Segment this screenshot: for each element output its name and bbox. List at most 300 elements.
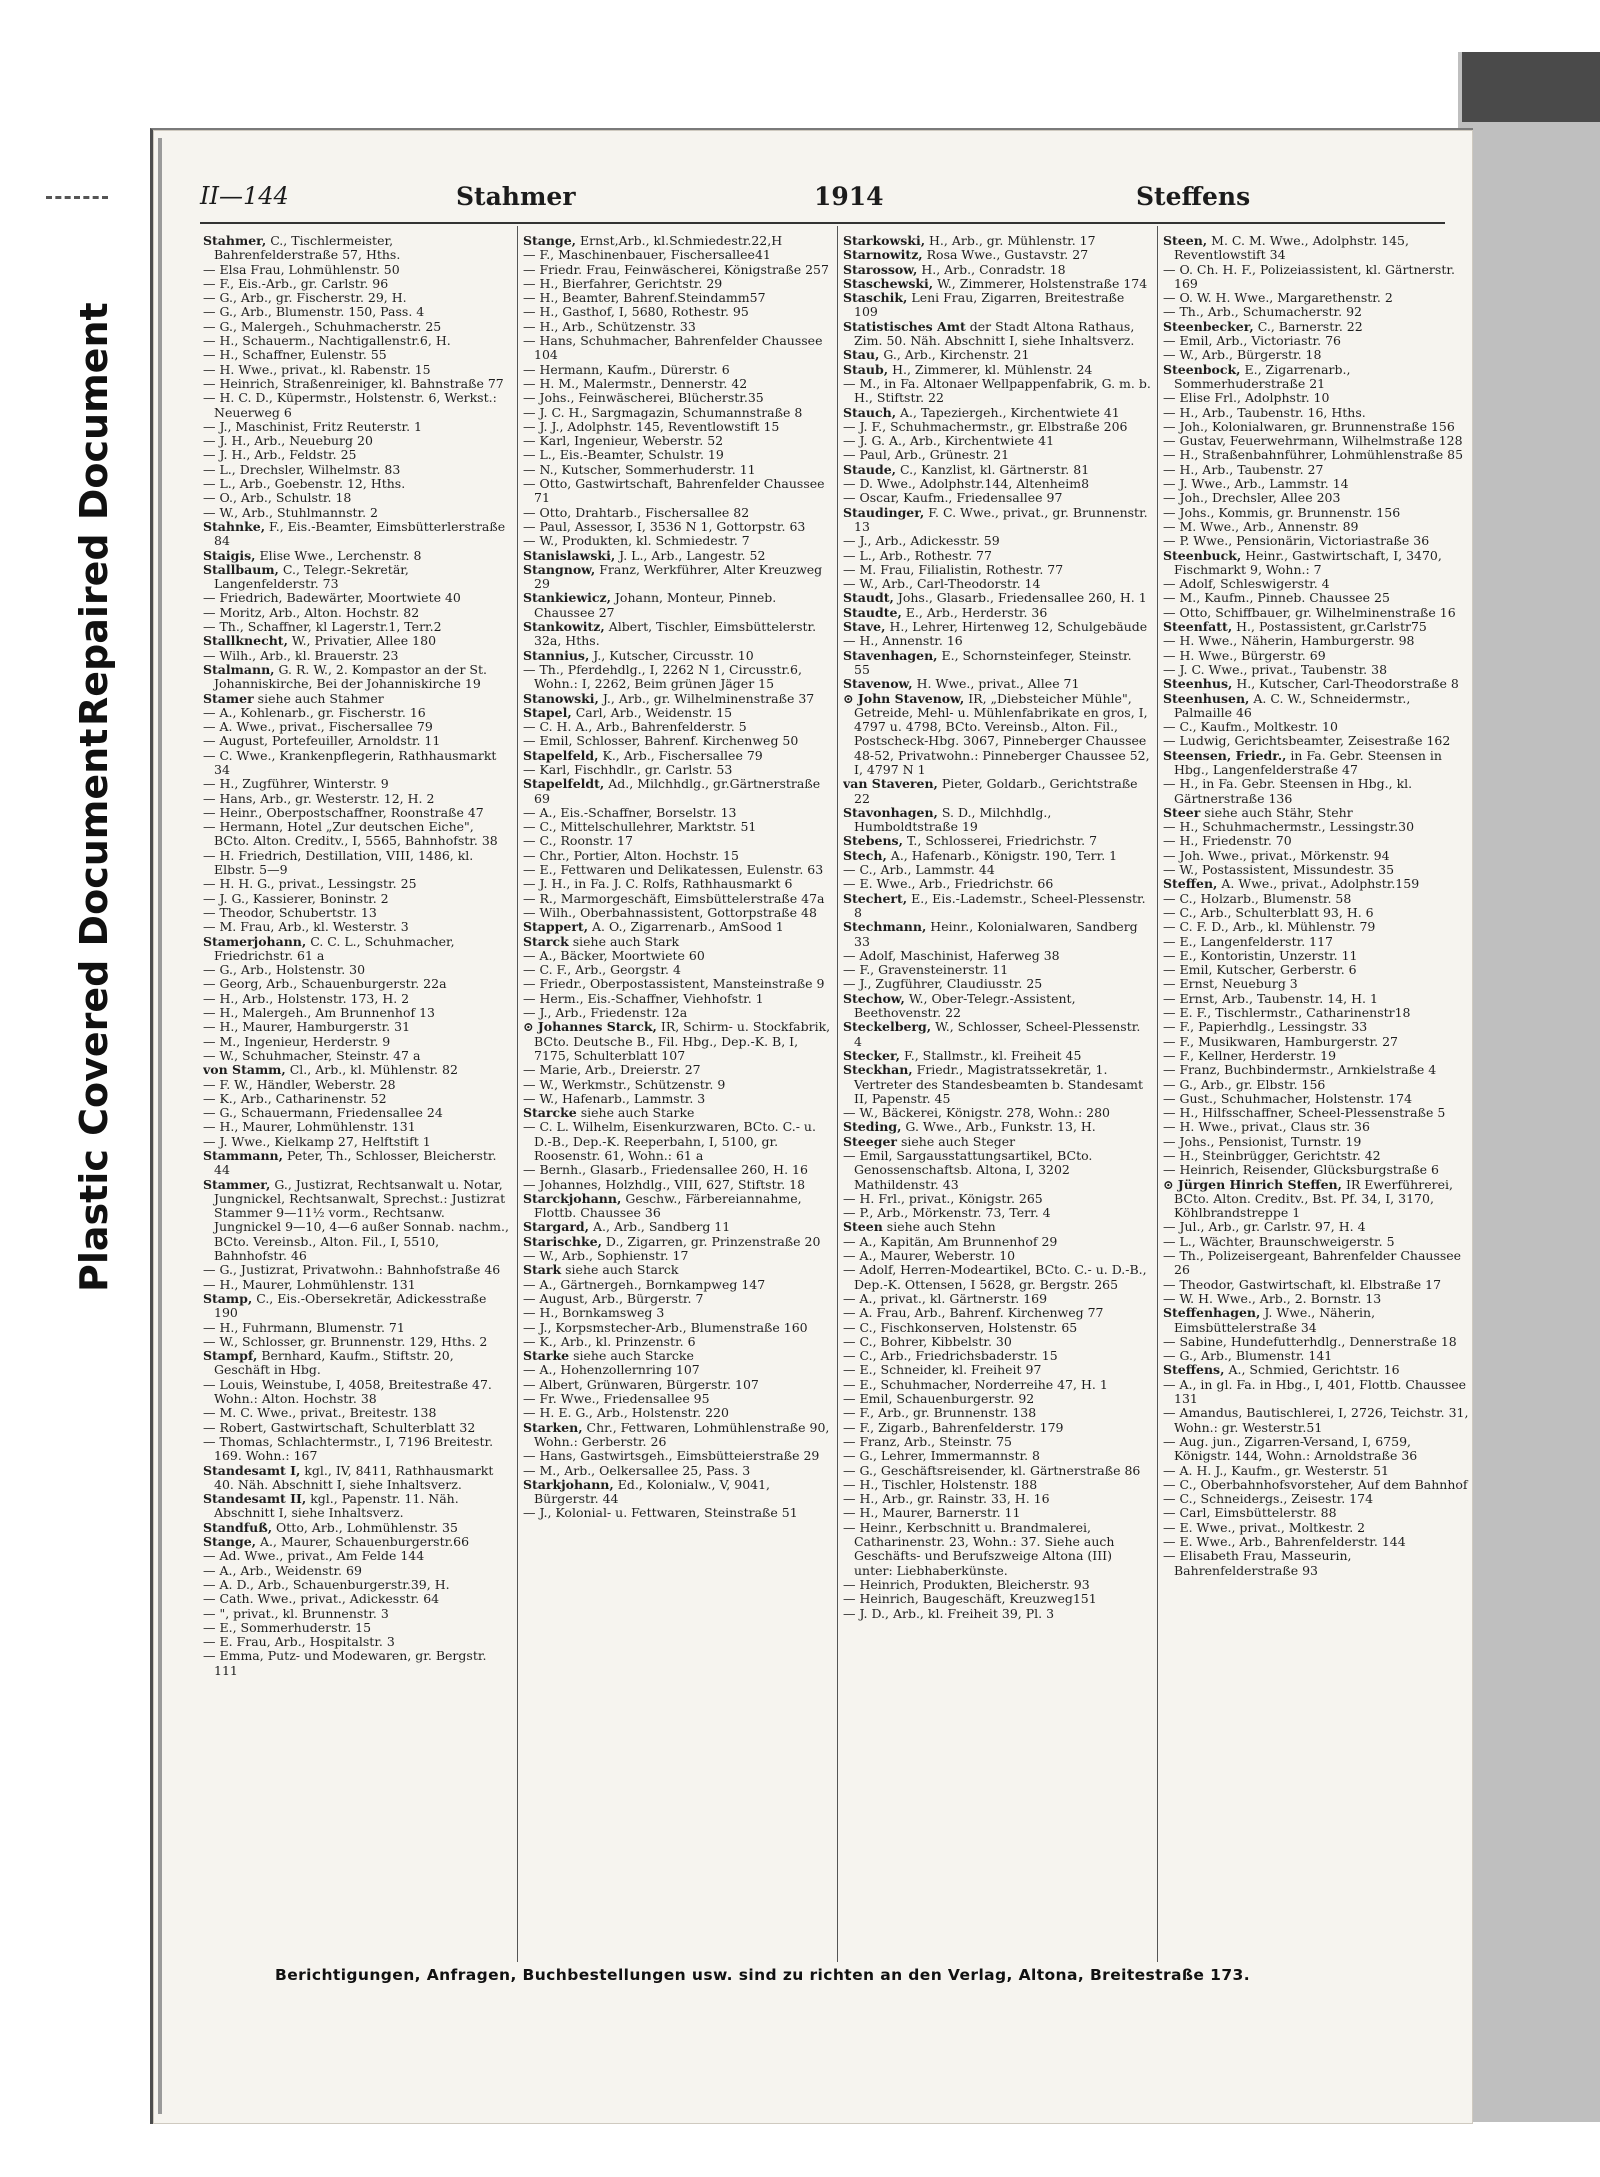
directory-entry bbox=[203, 1120, 511, 1134]
entry-details: — Hans, Gastwirtsgeh., Eimsbütteierstraße 29 bbox=[523, 1448, 820, 1464]
entry-details: — W., Arb., Carl-Theodorstr. 14 bbox=[843, 576, 1041, 592]
entry-details: — A., Gärtnergeh., Bornkampweg 147 bbox=[523, 1276, 766, 1292]
entry-details: M. C. M. Wwe., Adolphstr. 145, Reventlowstift 34 bbox=[1174, 234, 1409, 263]
entry-details: — H., Arb., Holstenstr. 173, H. 2 bbox=[203, 990, 410, 1006]
entry-details: — F. W., Händler, Weberstr. 28 bbox=[203, 1076, 396, 1092]
column-divider bbox=[1157, 226, 1158, 1962]
entry-details: — Th., Schaffner, kl Lagerstr.1, Terr.2 bbox=[203, 619, 442, 635]
entry-details: H., Lehrer, Hirtenweg 12, Schulgebäude bbox=[889, 619, 1148, 635]
entry-details: — H. Wwe., privat., Claus str. 36 bbox=[1163, 1119, 1370, 1135]
entry-surname: Steenbuck, bbox=[1163, 547, 1242, 563]
column-divider bbox=[837, 226, 838, 1962]
entry-details: — O. Ch. H. F., Polizeiassistent, kl. Gärtnerstr. 169 bbox=[1163, 261, 1455, 291]
directory-entry bbox=[203, 434, 511, 448]
directory-entry bbox=[843, 1220, 1151, 1234]
entry-details: — A. Wwe., privat., Fischersallee 79 bbox=[203, 719, 433, 735]
directory-entry bbox=[523, 849, 831, 863]
entry-details: — E. Wwe., Arb., Bahrenfelderstr. 144 bbox=[1163, 1534, 1406, 1550]
entry-details: — Friedr. Frau, Feinwäscherei, Königstraße 257 bbox=[523, 261, 829, 277]
entry-details: — J., Arb., Friedenstr. 12a bbox=[523, 1005, 688, 1021]
directory-entry bbox=[843, 1206, 1151, 1220]
entry-details: — Georg, Arb., Schauenburgerstr. 22a bbox=[203, 976, 447, 992]
entry-details: F. C. Wwe., privat., gr. Brunnenstr. 13 bbox=[854, 504, 1148, 534]
directory-entry bbox=[843, 1321, 1151, 1335]
directory-entry bbox=[1163, 992, 1471, 1006]
directory-entry bbox=[843, 634, 1151, 648]
entry-details: — Amandus, Bautischlerei, I, 2726, Teichstr. 31, Wohn.: gr. Westerstr.51 bbox=[1163, 1405, 1469, 1435]
directory-entry bbox=[523, 620, 831, 649]
directory-entry bbox=[523, 1263, 831, 1277]
entry-details: — J. Wwe., Kielkamp 27, Helftstift 1 bbox=[203, 1133, 431, 1149]
directory-entry bbox=[1163, 1492, 1471, 1506]
directory-entry bbox=[203, 1435, 511, 1464]
entry-details: — W., Schlosser, gr. Brunnenstr. 129, Hths. 2 bbox=[203, 1333, 488, 1349]
directory-entry bbox=[523, 977, 831, 991]
directory-entry bbox=[843, 1464, 1151, 1478]
entry-details: A. C. W., Schneidermstr., Palmaille 46 bbox=[1174, 690, 1411, 720]
header-rule bbox=[200, 222, 1445, 224]
directory-entry bbox=[843, 1135, 1151, 1149]
directory-entry bbox=[843, 1106, 1151, 1120]
directory-entry bbox=[523, 1392, 831, 1406]
entry-details: — H., Maurer, Lohmühlenstr. 131 bbox=[203, 1276, 416, 1292]
entry-details: Heinr., Gastwirtschaft, I, 3470, Fischmarkt 9, Wohn.: 7 bbox=[1174, 547, 1442, 577]
entry-details: — J. Wwe., Arb., Lammstr. 14 bbox=[1163, 476, 1349, 492]
directory-entry bbox=[1163, 877, 1471, 891]
entry-details: — Johs., Kommis, gr. Brunnenstr. 156 bbox=[1163, 504, 1401, 520]
entry-details: — Marie, Arb., Dreierstr. 27 bbox=[523, 1062, 701, 1078]
directory-entry bbox=[203, 1535, 511, 1549]
entry-details: — K., Arb., kl. Prinzenstr. 6 bbox=[523, 1333, 696, 1349]
entry-details: — L., Drechsler, Wilhelmstr. 83 bbox=[203, 461, 401, 477]
entry-surname: Stange, bbox=[203, 1534, 257, 1550]
entry-details: — N., Kutscher, Sommerhuderstr. 11 bbox=[523, 461, 756, 477]
directory-entry bbox=[523, 363, 831, 377]
entry-details: — H., Friedenstr. 70 bbox=[1163, 833, 1292, 849]
entry-details: — C., Oberbahnhofsvorsteher, Auf dem Bahnhof bbox=[1163, 1476, 1468, 1492]
entry-details: siehe auch Starck bbox=[565, 1262, 679, 1278]
entry-details: — D. Wwe., Adolphstr.144, Altenheim8 bbox=[843, 476, 1090, 492]
directory-entry bbox=[523, 1106, 831, 1120]
directory-entry bbox=[523, 692, 831, 706]
entry-details: — Jul., Arb., gr. Carlstr. 97, H. 4 bbox=[1163, 1219, 1366, 1235]
directory-entry bbox=[203, 1349, 511, 1378]
first-entry-heading: Stahmer bbox=[456, 182, 576, 211]
directory-entry bbox=[843, 377, 1151, 406]
entry-surname: Stave, bbox=[843, 619, 886, 635]
directory-entry bbox=[523, 1478, 831, 1507]
entry-details: H., Kutscher, Carl-Theodorstraße 8 bbox=[1236, 676, 1459, 692]
entry-details: — C. Wwe., Krankenpflegerin, Rathhausmarkt 34 bbox=[203, 747, 497, 777]
directory-entry bbox=[203, 963, 511, 977]
entry-details: G. R. W., 2. Kompastor an der St. Johanniskirche, Bei der Johanniskirche 19 bbox=[214, 661, 487, 692]
entry-details: — J. H., Arb., Neueburg 20 bbox=[203, 433, 373, 449]
entry-details: C., Telegr.-Sekretär, Langenfelderstr. 73 bbox=[214, 561, 409, 592]
directory-entry bbox=[203, 1035, 511, 1049]
entry-details: kgl., Papenstr. 11. Näh. Abschnitt I, siehe Inhaltsverz. bbox=[214, 1491, 459, 1521]
directory-entry bbox=[1163, 434, 1471, 448]
directory-entry bbox=[1163, 720, 1471, 734]
directory-entry bbox=[523, 520, 831, 534]
directory-entry bbox=[203, 1006, 511, 1020]
entry-surname: Standesamt II, bbox=[203, 1491, 307, 1507]
directory-entry bbox=[1163, 448, 1471, 462]
directory-entry bbox=[523, 1421, 831, 1450]
entry-surname: Stark bbox=[523, 1262, 562, 1278]
entry-details: — Elisabeth Frau, Masseurin, Bahrenfelderstraße 93 bbox=[1163, 1548, 1352, 1578]
entry-details: Carl, Arb., Weidenstr. 15 bbox=[575, 704, 733, 720]
entry-details: H. Wwe., privat., Allee 71 bbox=[916, 676, 1080, 692]
directory-entry bbox=[1163, 1464, 1471, 1478]
directory-entry bbox=[523, 334, 831, 363]
entry-details: — H., Arb., Taubenstr. 27 bbox=[1163, 461, 1324, 477]
directory-entry bbox=[203, 277, 511, 291]
entry-surname: Steenbecker, bbox=[1163, 318, 1254, 334]
entry-details: der Stadt Altona Rathaus, Zim. 50. Näh. Abschnitt I, siehe Inhaltsverz. bbox=[854, 318, 1135, 349]
entry-details: C., Tischlermeister, Bahrenfelderstraße 57, Hths. bbox=[214, 234, 401, 263]
entry-surname: Starkowski, bbox=[843, 234, 926, 248]
entry-surname: Stamer bbox=[203, 690, 254, 706]
directory-entry bbox=[1163, 963, 1471, 977]
directory-entry bbox=[203, 1135, 511, 1149]
directory-entry bbox=[843, 534, 1151, 548]
entry-surname: van Staveren, bbox=[843, 776, 938, 792]
entry-details: — Louis, Weinstube, I, 4058, Breitestraße 47. Wohn.: Alton. Hochstr. 38 bbox=[203, 1376, 492, 1407]
entry-details: — H. Wwe., Bürgerstr. 69 bbox=[1163, 647, 1326, 663]
directory-column-1 bbox=[203, 234, 511, 1956]
directory-entry bbox=[203, 1635, 511, 1649]
entry-details: — H., Maurer, Barnerstr. 11 bbox=[843, 1505, 1021, 1521]
directory-entry bbox=[203, 549, 511, 563]
entry-details: — Joh., Drechsler, Allee 203 bbox=[1163, 490, 1341, 506]
directory-entry bbox=[203, 749, 511, 778]
entry-details: Chr., Fettwaren, Lohmühlenstraße 90, Wohn.: Gerberstr. 26 bbox=[534, 1419, 830, 1449]
directory-entry bbox=[523, 305, 831, 319]
directory-entry bbox=[843, 1306, 1151, 1320]
directory-entry bbox=[1163, 1349, 1471, 1363]
entry-details: — W., Arb., Bürgerstr. 18 bbox=[1163, 347, 1322, 363]
entry-surname: Steer bbox=[1163, 804, 1201, 820]
directory-entry bbox=[1163, 834, 1471, 848]
entry-details: — Wilh., Oberbahnassistent, Gottorpstraße 48 bbox=[523, 904, 817, 920]
entry-details: — C. F., Arb., Georgstr. 4 bbox=[523, 962, 681, 978]
entry-details: — F., Arb., gr. Brunnenstr. 138 bbox=[843, 1405, 1037, 1421]
entry-details: — Heinrich, Straßenreiniger, kl. Bahnstraße 77 bbox=[203, 375, 504, 391]
entry-details: — E. Wwe., Arb., Friedrichstr. 66 bbox=[843, 876, 1054, 892]
directory-entry bbox=[203, 1263, 511, 1277]
entry-details: — H., Annenstr. 16 bbox=[843, 633, 963, 649]
entry-surname: Stavonhagen, bbox=[843, 804, 938, 820]
directory-entry bbox=[1163, 363, 1471, 392]
entry-details: — J. C. Wwe., privat., Taubenstr. 38 bbox=[1163, 661, 1388, 677]
entry-details: — F., Maschinenbauer, Fischersallee41 bbox=[523, 247, 771, 263]
entry-surname: Staigis, bbox=[203, 547, 256, 563]
entry-details: E., Zigarrenarb., Sommerhuderstraße 21 bbox=[1174, 361, 1351, 391]
entry-details: Franz, Werkführer, Alter Kreuzweg 29 bbox=[534, 561, 823, 592]
entry-details: — G., Justizrat, Privatwohn.: Bahnhofstraße 46 bbox=[203, 1262, 501, 1278]
entry-surname: Staudte, bbox=[843, 604, 902, 620]
entry-details: — Elise Frl., Adolphstr. 10 bbox=[1163, 390, 1330, 406]
directory-entry bbox=[1163, 1149, 1471, 1163]
directory-entry bbox=[843, 992, 1151, 1021]
directory-entry bbox=[523, 1278, 831, 1292]
entry-details: — C., Bohrer, Kibbelstr. 30 bbox=[843, 1333, 1012, 1349]
directory-entry bbox=[1163, 806, 1471, 820]
directory-entry bbox=[523, 763, 831, 777]
entry-surname: Standesamt I, bbox=[203, 1462, 301, 1478]
directory-entry bbox=[843, 248, 1151, 262]
directory-entry bbox=[523, 377, 831, 391]
entry-details: — E., Langenfelderstr. 117 bbox=[1163, 933, 1334, 949]
directory-entry bbox=[203, 234, 511, 263]
entry-details: — A. Frau, Arb., Bahrenf. Kirchenweg 77 bbox=[843, 1305, 1104, 1321]
directory-entry bbox=[203, 720, 511, 734]
entry-surname: Stargard, bbox=[523, 1219, 590, 1235]
entry-details: — Ludwig, Gerichtsbeamter, Zeisestraße 162 bbox=[1163, 733, 1451, 749]
entry-surname: Staschewski, bbox=[843, 275, 934, 291]
entry-details: — H. M., Malermstr., Dennerstr. 42 bbox=[523, 375, 748, 391]
directory-entry bbox=[843, 1421, 1151, 1435]
directory-entry bbox=[843, 620, 1151, 634]
entry-details: — H., Steinbrügger, Gerichtstr. 42 bbox=[1163, 1148, 1381, 1163]
entry-details: siehe auch Starcke bbox=[573, 1348, 694, 1364]
entry-details: Albert, Tischler, Eimsbüttelerstr. 32a, Hths. bbox=[534, 619, 817, 649]
entry-details: W., Ober-Telegr.-Assistent, Beethovenstr. 22 bbox=[854, 990, 1076, 1021]
entry-details: G., Justizrat, Rechtsanwalt u. Notar, Jungnickel, Rechtsanwalt, Sprechst.: Justizrat Stammer 9—11½ vorm., Rechtsanw. Jungnickel 9—10, 4—6 außer Sonnab. nachm., BCto. Vereinsb., Alton. Fil., I, 5510, Bahnhofstr. 46 bbox=[214, 1176, 509, 1264]
directory-entry bbox=[1163, 520, 1471, 534]
directory-entry bbox=[523, 777, 831, 806]
directory-entry bbox=[843, 849, 1151, 863]
entry-details: F., Eis.-Beamter, Eimsbütterlerstraße 84 bbox=[214, 518, 506, 549]
directory-entry bbox=[843, 277, 1151, 291]
directory-entry bbox=[523, 291, 831, 305]
repaired-document-label: Repaired Document bbox=[72, 302, 116, 726]
directory-entry bbox=[1163, 1335, 1471, 1349]
directory-entry bbox=[203, 448, 511, 462]
entry-details: — Elsa Frau, Lohmühlenstr. 50 bbox=[203, 261, 400, 277]
entry-details: — M. Frau, Arb., kl. Westerstr. 3 bbox=[203, 919, 409, 935]
entry-details: — L., Arb., Goebenstr. 12, Hths. bbox=[203, 476, 406, 492]
entry-details: — W., Arb., Sophienstr. 17 bbox=[523, 1248, 689, 1264]
directory-entry bbox=[203, 463, 511, 477]
entry-surname: Stalmann, bbox=[203, 661, 275, 677]
entry-details: — W., Hafenarb., Lammstr. 3 bbox=[523, 1090, 706, 1106]
directory-entry bbox=[1163, 1363, 1471, 1377]
entry-details: — H. Friedrich, Destillation, VIII, 1486, kl. Elbstr. 5—9 bbox=[203, 847, 474, 878]
entry-details: — H. Wwe., privat., kl. Rabenstr. 15 bbox=[203, 361, 431, 377]
directory-entry bbox=[1163, 620, 1471, 634]
directory-entry bbox=[1163, 1249, 1471, 1278]
directory-entry bbox=[203, 420, 511, 434]
entry-details: — Cath. Wwe., privat., Adickesstr. 64 bbox=[203, 1591, 440, 1607]
directory-entry bbox=[523, 906, 831, 920]
directory-entry bbox=[1163, 1278, 1471, 1292]
directory-entry bbox=[843, 263, 1151, 277]
directory-entry bbox=[843, 1478, 1151, 1492]
directory-entry bbox=[1163, 1506, 1471, 1520]
directory-entry bbox=[523, 263, 831, 277]
entry-details: — G., Arb., Blumenstr. 150, Pass. 4 bbox=[203, 304, 425, 320]
directory-entry bbox=[523, 591, 831, 620]
entry-details: — Wilh., Arb., kl. Brauerstr. 23 bbox=[203, 647, 399, 663]
directory-entry bbox=[203, 1149, 511, 1178]
entry-surname: Staschik, bbox=[843, 290, 908, 306]
entry-details: — H., Malergeh., Am Brunnenhof 13 bbox=[203, 1005, 435, 1021]
entry-details: — H., Bornkamsweg 3 bbox=[523, 1305, 665, 1321]
entry-details: Elise Wwe., Lerchenstr. 8 bbox=[259, 547, 422, 563]
entry-details: — E., Kontoristin, Unzerstr. 11 bbox=[1163, 947, 1358, 963]
directory-entry bbox=[203, 692, 511, 706]
directory-entry bbox=[843, 649, 1151, 678]
entry-details: C., Kanzlist, kl. Gärtnerstr. 81 bbox=[900, 461, 1090, 477]
entry-details: — W., Schuhmacher, Steinstr. 47 a bbox=[203, 1047, 421, 1063]
directory-entry bbox=[843, 320, 1151, 349]
entry-details: — G., Schauermann, Friedensallee 24 bbox=[203, 1105, 443, 1121]
entry-details: Bernhard, Kaufm., Stiftstr. 20, Geschäft in Hbg. bbox=[214, 1348, 454, 1378]
directory-entry bbox=[843, 448, 1151, 462]
entry-surname: Stange, bbox=[523, 234, 577, 248]
entry-details: — M. Frau, Filialistin, Rothestr. 77 bbox=[843, 561, 1064, 577]
directory-entry bbox=[523, 234, 831, 248]
directory-entry bbox=[203, 706, 511, 720]
entry-details: — Th., Arb., Schumacherstr. 92 bbox=[1163, 304, 1362, 320]
entry-surname: Stechert, bbox=[843, 890, 908, 906]
directory-entry bbox=[523, 1020, 831, 1063]
entry-surname: Steenhus, bbox=[1163, 676, 1233, 692]
directory-entry bbox=[203, 977, 511, 991]
entry-details: — W., Arb., Stuhlmannstr. 2 bbox=[203, 504, 379, 520]
entry-details: — J. H., in Fa. J. C. Rolfs, Rathhausmarkt 6 bbox=[523, 876, 793, 892]
entry-surname: Starkjohann, bbox=[523, 1476, 614, 1492]
entry-surname: Starke bbox=[523, 1348, 570, 1364]
entry-surname: Stavenhagen, bbox=[843, 647, 938, 663]
entry-details: — Moritz, Arb., Alton. Hochstr. 82 bbox=[203, 604, 420, 620]
entry-surname: Steffenhagen, bbox=[1163, 1305, 1261, 1321]
directory-entry bbox=[203, 305, 511, 319]
entry-details: Pieter, Goldarb., Gerichtstraße 22 bbox=[854, 776, 1138, 806]
directory-entry bbox=[843, 963, 1151, 977]
entry-details: — Gustav, Feuerwehrmann, Wilhelmstraße 128 bbox=[1163, 433, 1463, 449]
entry-details: — H., in Fa. Gebr. Steensen in Hbg., kl. Gärtnerstraße 136 bbox=[1163, 776, 1413, 806]
directory-entry bbox=[203, 377, 511, 391]
entry-details: — P., Arb., Mörkenstr. 73, Terr. 4 bbox=[843, 1205, 1051, 1221]
entry-details: — C., Roonstr. 17 bbox=[523, 833, 633, 849]
entry-details: A., Hafenarb., Königstr. 190, Terr. 1 bbox=[890, 847, 1118, 863]
directory-entry bbox=[203, 1649, 511, 1678]
directory-column-3 bbox=[843, 234, 1151, 1956]
entry-details: — C., Arb., Lammstr. 44 bbox=[843, 862, 995, 878]
directory-entry bbox=[523, 1120, 831, 1163]
entry-surname: Stankiewicz, bbox=[523, 590, 611, 606]
directory-entry bbox=[1163, 491, 1471, 505]
directory-entry bbox=[1163, 1406, 1471, 1435]
directory-entry bbox=[523, 549, 831, 563]
entry-details: — C., Holzarb., Blumenstr. 58 bbox=[1163, 890, 1352, 906]
entry-surname: Stappert, bbox=[523, 919, 589, 935]
entry-details: K., Arb., Fischersallee 79 bbox=[602, 747, 763, 763]
entry-details: — M., Ingenieur, Herderstr. 9 bbox=[203, 1033, 391, 1049]
directory-entry bbox=[203, 792, 511, 806]
entry-surname: Stauch, bbox=[843, 404, 897, 420]
entry-details: — E. F., Tischlermstr., Catharinenstr18 bbox=[1163, 1005, 1411, 1021]
entry-surname: Steckhan, bbox=[843, 1062, 913, 1078]
directory-entry bbox=[1163, 1092, 1471, 1106]
entry-surname: Steeger bbox=[843, 1133, 897, 1149]
entry-details: — Heinr., Oberpostschaffner, Roonstraße 47 bbox=[203, 804, 484, 820]
entry-details: A. Wwe., privat., Adolphstr.159 bbox=[1221, 876, 1420, 892]
entry-details: — Otto, Drahtarb., Fischersallee 82 bbox=[523, 504, 750, 520]
directory-entry bbox=[523, 892, 831, 906]
directory-entry bbox=[843, 563, 1151, 577]
directory-entry bbox=[843, 1349, 1151, 1363]
directory-entry bbox=[203, 1106, 511, 1120]
entry-surname: ⊙ Johannes Starck, bbox=[523, 1019, 657, 1035]
entry-details: — H., Tischler, Holstenstr. 188 bbox=[843, 1476, 1038, 1492]
entry-details: H., Arb., Conradstr. 18 bbox=[921, 261, 1066, 277]
directory-entry bbox=[1163, 591, 1471, 605]
directory-entry bbox=[843, 1263, 1151, 1292]
directory-entry bbox=[203, 391, 511, 420]
entry-details: — W., Postassistent, Missundestr. 35 bbox=[1163, 862, 1395, 878]
directory-entry bbox=[843, 892, 1151, 921]
entry-details: — Karl, Ingenieur, Weberstr. 52 bbox=[523, 433, 724, 449]
directory-entry bbox=[1163, 892, 1471, 906]
directory-entry bbox=[203, 649, 511, 663]
entry-details: — Heinr., Kerbschnitt u. Brandmalerei, Catharinenstr. 23, Wohn.: 37. Siehe auch Geschäfts- und Berufszweige Altona (III) unter: Liebhaberkünste. bbox=[843, 1519, 1115, 1578]
entry-details: — A., privat., kl. Gärtnerstr. 169 bbox=[843, 1290, 1048, 1306]
directory-entry bbox=[843, 1335, 1151, 1349]
directory-entry bbox=[1163, 1078, 1471, 1092]
entry-surname: Statistisches Amt bbox=[843, 318, 966, 334]
directory-entry bbox=[203, 1092, 511, 1106]
directory-entry bbox=[203, 634, 511, 648]
entry-details: — Heinrich, Produkten, Bleicherstr. 93 bbox=[843, 1576, 1090, 1592]
entry-details: — H., Schuhmachermstr., Lessingstr.30 bbox=[1163, 819, 1415, 835]
directory-entry bbox=[523, 563, 831, 592]
directory-entry bbox=[843, 949, 1151, 963]
directory-entry bbox=[203, 1521, 511, 1535]
entry-details: — M., Arb., Oelkersallee 25, Pass. 3 bbox=[523, 1462, 751, 1478]
directory-entry bbox=[203, 892, 511, 906]
directory-entry bbox=[1163, 506, 1471, 520]
entry-details: — G., Lehrer, Immermannstr. 8 bbox=[843, 1448, 1040, 1464]
entry-details: — L., Arb., Rothestr. 77 bbox=[843, 547, 992, 563]
entry-details: — C. H. A., Arb., Bahrenfelderstr. 5 bbox=[523, 719, 747, 735]
directory-entry bbox=[1163, 663, 1471, 677]
directory-entry bbox=[203, 1549, 511, 1563]
entry-surname: Starnowitz, bbox=[843, 247, 923, 263]
entry-details: Otto, Arb., Lohmühlenstr. 35 bbox=[276, 1519, 458, 1535]
directory-entry bbox=[1163, 649, 1471, 663]
directory-entry bbox=[1163, 420, 1471, 434]
entry-details: Friedr., Magistratssekretär, 1. Vertreter des Standesbeamten b. Standesamt II, Papenstr. 45 bbox=[854, 1062, 1144, 1106]
entry-details: — W. H. Wwe., Arb., 2. Bornstr. 13 bbox=[1163, 1290, 1382, 1306]
directory-entry bbox=[843, 863, 1151, 877]
directory-entry bbox=[203, 1621, 511, 1635]
directory-entry bbox=[523, 649, 831, 663]
directory-entry bbox=[523, 248, 831, 262]
entry-details: Peter, Th., Schlosser, Bleicherstr. 44 bbox=[214, 1148, 497, 1178]
page-binding-edge bbox=[158, 138, 162, 2114]
entry-details: — Th., Polizeisergeant, Bahrenfelder Chaussee 26 bbox=[1163, 1248, 1462, 1278]
entry-details: — Paul, Arb., Grünestr. 21 bbox=[843, 447, 1010, 463]
directory-entry bbox=[843, 1020, 1151, 1049]
entry-surname: Stechow, bbox=[843, 990, 905, 1006]
entry-details: C., Eis.-Obersekretär, Adickesstraße 190 bbox=[214, 1290, 487, 1321]
directory-entry bbox=[1163, 849, 1471, 863]
entry-details: — F., Kellner, Herderstr. 19 bbox=[1163, 1047, 1337, 1063]
entry-details: — J., Maschinist, Fritz Reuterstr. 1 bbox=[203, 418, 423, 434]
